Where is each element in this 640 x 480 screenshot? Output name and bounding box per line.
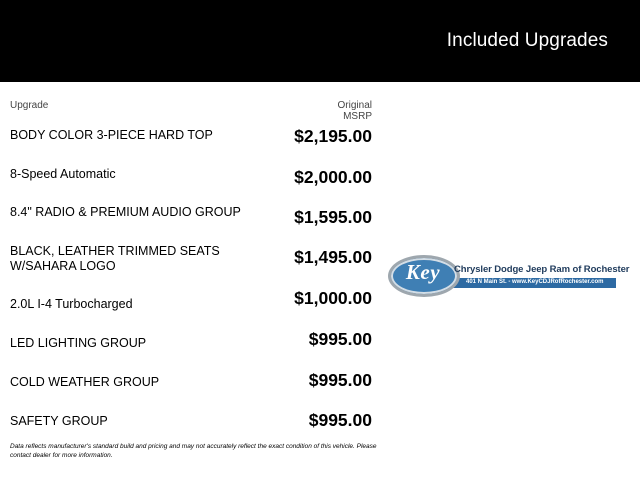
- column-header-msrp: Original MSRP: [337, 100, 372, 122]
- upgrade-name: 2.0L I-4 Turbocharged: [10, 297, 133, 311]
- upgrade-name: SAFETY GROUP: [10, 414, 108, 428]
- column-header-upgrade: Upgrade: [10, 100, 49, 111]
- upgrade-price: $1,000.00: [294, 288, 372, 308]
- upgrade-name: 8.4" RADIO & PREMIUM AUDIO GROUP: [10, 205, 241, 219]
- upgrade-price: $995.00: [308, 410, 372, 430]
- dealer-name: Chrysler Dodge Jeep Ram of Rochester: [454, 264, 630, 275]
- upgrade-price: $995.00: [308, 370, 372, 390]
- upgrade-price: $2,195.00: [294, 126, 372, 146]
- upgrade-price: $995.00: [308, 329, 372, 349]
- logo-wordmark: Key: [405, 260, 441, 284]
- upgrade-name: LED LIGHTING GROUP: [10, 336, 147, 350]
- upgrade-name: 8-Speed Automatic: [10, 167, 116, 181]
- dealer-address: 401 N Main St. - www.KeyCDJRofRochester.com: [466, 279, 604, 285]
- upgrade-name: COLD WEATHER GROUP: [10, 375, 160, 389]
- upgrade-price: $1,595.00: [294, 207, 372, 227]
- page-title: Included Upgrades: [446, 30, 608, 51]
- header-bar: [0, 0, 640, 82]
- upgrade-name: BODY COLOR 3-PIECE HARD TOP: [10, 128, 213, 142]
- dealer-logo[interactable]: [386, 252, 630, 296]
- upgrade-price: $2,000.00: [294, 167, 372, 187]
- disclaimer-text: Data reflects manufacturer's standard build and pricing and may not accurately reflect the exact condition of this vehicle. Please contact dealer for more information.: [10, 443, 377, 459]
- upgrade-name: BLACK, LEATHER TRIMMED SEATS W/SAHARA LOGO: [10, 244, 220, 273]
- upgrade-price: $1,495.00: [294, 247, 372, 267]
